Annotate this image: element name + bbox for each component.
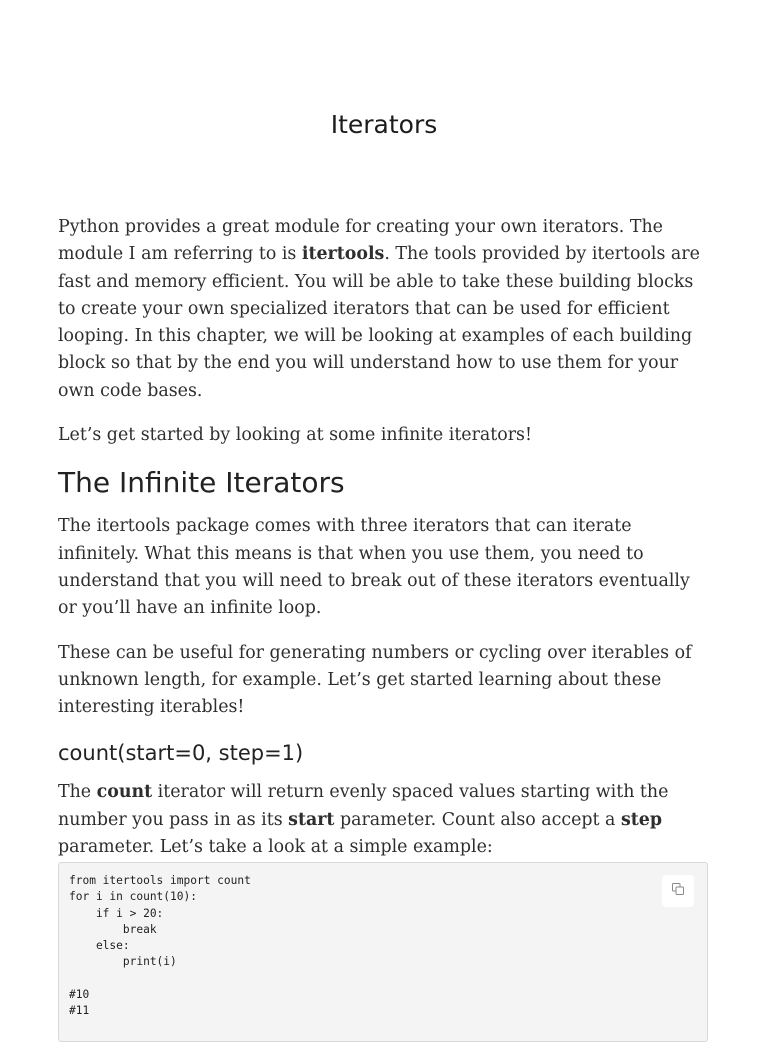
subsection-heading-count: count(start=0, step=1): [58, 741, 304, 766]
intro-paragraph-2: Let’s get started by looking at some infinite iterators!: [58, 425, 532, 446]
infinite-paragraph-2: These can be useful for generating numbers or cycling over iterables of unknown length, for example. Let’s get started learning about these interesting iterables!: [58, 642, 692, 718]
infinite-paragraph-1: The itertools package comes with three iterators that can iterate infinitely. What this means is that when you use them, you need to understand that you will need to break out of these iterators eventually or you’ll have an infinite loop.: [58, 516, 690, 619]
count-text-2: iterator will return evenly spaced values starting with the number you pass in as its: [58, 782, 669, 830]
count-text-4: parameter. Let’s take a look at a simple example:: [58, 837, 493, 858]
count-bold: count: [96, 782, 153, 803]
count-text-3: parameter. Count also accept a: [334, 809, 621, 830]
step-bold: step: [620, 809, 662, 830]
article-body: [58, 214, 710, 878]
count-text-1: The: [58, 782, 97, 803]
code-block: [58, 862, 708, 1042]
itertools-bold: itertools: [301, 244, 385, 265]
section-heading-infinite: The Infinite Iterators: [58, 466, 345, 500]
start-bold: start: [288, 809, 335, 830]
copy-code-button[interactable]: [662, 875, 694, 907]
intro-paragraph-1: [58, 214, 710, 405]
code-content[interactable]: from itertools import count for i in count(10): if i > 20: break else: print(i) #10 #11: [69, 874, 251, 1018]
count-paragraph: [58, 779, 710, 861]
copy-icon: [671, 882, 685, 901]
intro-text: Python provides a great module for creating your own iterators. The module I am referring to is: [58, 217, 663, 265]
intro-text-continued: . The tools provided by itertools are fast and memory efficient. You will be able to take these building blocks to create your own specialized iterators that can be used for efficient looping. In this chapter, we will be looking at examples of each building block so that by the end you will understand how to use them for your own code bases.: [58, 244, 700, 401]
page-title: Iterators: [330, 110, 438, 139]
